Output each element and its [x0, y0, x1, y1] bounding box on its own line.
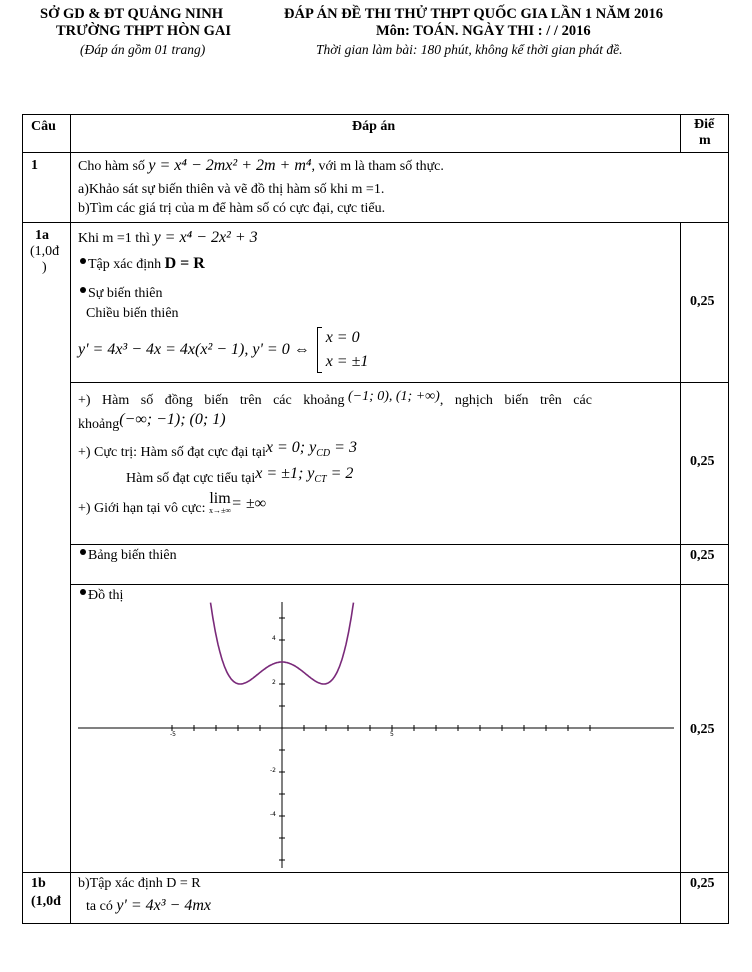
domain-line: b)Tập xác định D = R	[78, 876, 201, 891]
monotonic-line	[78, 389, 676, 409]
tick-label-y: 4	[272, 635, 276, 642]
case-label: Khi m =1 thì	[78, 231, 154, 246]
tick-label-y: 2	[272, 679, 276, 686]
limit-symbol: lim	[209, 490, 231, 507]
limit-value: = ±∞	[231, 495, 267, 512]
dept-name: SỞ GD & ĐT QUẢNG NINH	[40, 6, 224, 22]
exam-title: ĐÁP ÁN ĐỀ THI THỬ THPT QUỐC GIA LẦN 1 NĂM 2016	[284, 6, 664, 22]
score-value: 0,25	[690, 454, 715, 469]
page-count-note: (Đáp án gồm 01 trang)	[80, 42, 206, 57]
function-formula: y = x⁴ − 2x² + 3	[153, 229, 258, 246]
limit-line	[78, 490, 267, 517]
question-part-b: b)Tìm các giá trị của m để hàm số có cực đại, cực tiểu.	[78, 201, 386, 216]
local-max-label: +) Cực trị: Hàm số đạt cực đại tại	[78, 445, 266, 460]
local-max-sub: CD	[316, 448, 331, 460]
tick-label-y: -2	[270, 767, 276, 774]
domain-line	[80, 256, 205, 273]
bullet-icon	[80, 287, 86, 293]
limit-subscript: x→±∞	[208, 506, 232, 515]
score-value: 0,25	[690, 876, 715, 891]
graph-label: Đồ thị	[88, 588, 124, 603]
decreasing-intervals: (−∞; −1); (0; 1)	[119, 411, 226, 428]
local-min-line	[126, 466, 353, 488]
subject-line: Môn: TOÁN. NGÀY THI : / / 2016	[376, 23, 591, 39]
local-min-formula	[255, 465, 354, 486]
bullet-icon	[80, 549, 86, 555]
tick-label-x: 5	[390, 731, 394, 738]
limit-label: +) Giới hạn tại vô cực:	[78, 501, 209, 516]
statement-prefix: Cho hàm số	[78, 159, 149, 174]
tick-label-x: -5	[170, 731, 176, 738]
function-graph	[74, 600, 678, 870]
derivative-formula: y' = 4x³ − 4x = 4x(x² − 1), y' = 0 ⇔	[78, 341, 310, 358]
question-points: (1,0đ	[31, 894, 61, 909]
critical-point-pm1: x = ±1	[325, 353, 369, 370]
statement-suffix: , với m là tham số thực.	[311, 159, 444, 174]
critical-point-zero: x = 0	[325, 329, 360, 346]
local-min-label: Hàm số đạt cực tiểu tại	[126, 471, 256, 486]
decreasing-label-cont: khoảng	[78, 417, 120, 432]
question-number: 1	[31, 158, 38, 173]
local-max-y: = 3	[330, 439, 357, 456]
variation-table-label: Bảng biến thiên	[88, 548, 177, 563]
variation-line	[80, 286, 162, 302]
derivative-label: ta có	[86, 899, 117, 914]
domain-label: Tập xác định	[88, 257, 165, 272]
question-statement	[78, 158, 444, 175]
column-header-score-cont: m	[699, 133, 711, 148]
school-name: TRƯỜNG THPT HÒN GAI	[56, 23, 231, 39]
score-value: 0,25	[690, 722, 715, 737]
question-number: 1b	[31, 876, 46, 891]
local-max-x: x = 0; y	[265, 439, 317, 456]
domain-formula: D = R	[164, 255, 205, 272]
decreasing-line	[78, 412, 226, 433]
case-brace	[317, 327, 322, 373]
variation-table-line	[80, 548, 177, 564]
decreasing-label: , nghịch biến trên các	[439, 393, 592, 408]
tick-label-y: -4	[270, 811, 276, 818]
case-m1	[78, 230, 258, 247]
increasing-label: +) Hàm số đồng biến trên các khoảng	[78, 393, 345, 408]
increasing-intervals: (−1; 0), (1; +∞)	[347, 389, 440, 404]
score-value: 0,25	[690, 294, 715, 309]
column-header-score: Điể	[694, 117, 715, 132]
answer-table	[22, 114, 729, 924]
question-part-a: a)Khảo sát sự biến thiên và vẽ đồ thị hàm số khi m =1.	[78, 182, 385, 197]
local-min-x: x = ±1; y	[255, 465, 315, 482]
bullet-icon	[80, 258, 86, 264]
local-min-y: = 2	[326, 465, 354, 482]
bullet-icon	[80, 589, 86, 595]
derivative-line	[86, 898, 211, 915]
local-max-formula	[265, 439, 357, 460]
column-header-answer: Đáp án	[352, 119, 396, 134]
derivative-line	[78, 326, 368, 378]
question-points-cont: )	[42, 260, 47, 275]
question-points: (1,0đ	[30, 244, 60, 259]
local-max-line	[78, 440, 357, 462]
function-formula: y = x⁴ − 2mx² + 2m + m⁴	[148, 157, 312, 174]
question-number: 1a	[35, 228, 49, 243]
derivative-formula: y' = 4x³ − 4mx	[116, 897, 211, 914]
column-header-question: Câu	[31, 119, 56, 134]
local-min-sub: CT	[314, 474, 327, 486]
variation-label: Sự biến thiên	[88, 286, 163, 301]
score-value: 0,25	[690, 548, 715, 563]
time-note: Thời gian làm bài: 180 phút, không kể thời gian phát đề.	[316, 42, 623, 57]
direction-label: Chiều biến thiên	[86, 306, 179, 321]
